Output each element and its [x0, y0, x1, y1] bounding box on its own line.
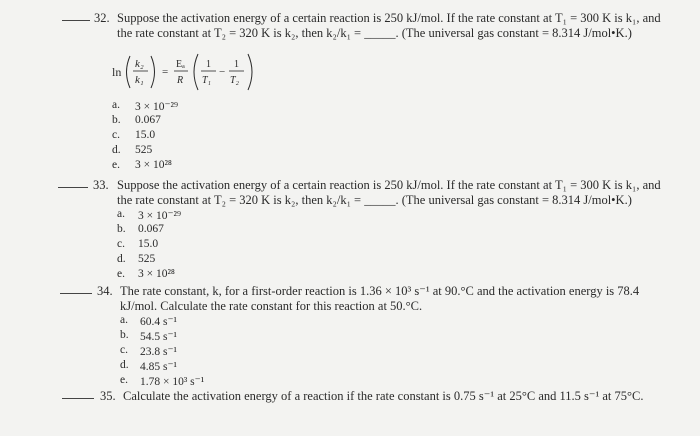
option-value: 3 × 10⁻²⁹	[138, 210, 182, 222]
question-text-q34-line2: kJ/mol. Calculate the rate constant for this reaction at 50.°C.	[120, 299, 423, 313]
answer-blank-q32[interactable]	[62, 20, 90, 21]
answer-blank-q35[interactable]	[62, 398, 94, 399]
question-number-q32: 32.	[94, 11, 110, 25]
option-letter: b.	[112, 114, 121, 126]
option-value: 0.067	[135, 114, 161, 126]
question-text-q35-line1: Calculate the activation energy of a reaction if the rate constant is 0.75 s⁻¹ at 25°C and 11.5 s⁻¹ at 75°C.	[123, 389, 644, 403]
question-text-q34-line1: The rate constant, k, for a first-order reaction is 1.36 × 10³ s⁻¹ at 90.°C and the activation energy is 78.4	[120, 284, 640, 298]
arrhenius-formula	[112, 48, 272, 96]
question-text-q32-line1: Suppose the activation energy of a certain reaction is 250 kJ/mol. If the rate constant at T₁ = 300 K is k₁, and	[117, 11, 661, 25]
formula-k2: k₂	[135, 58, 144, 70]
option-value: 525	[138, 253, 156, 265]
option-letter: b.	[120, 329, 129, 341]
formula-one-a: 1	[206, 59, 211, 70]
option-letter: a.	[112, 99, 120, 111]
option-letter: c.	[112, 129, 120, 141]
answer-blank-q34[interactable]	[60, 293, 92, 294]
option-letter: e.	[112, 159, 120, 171]
option-value: 4.85 s⁻¹	[140, 361, 177, 373]
question-text-q33-line2: the rate constant at T₂ = 320 K is k₂, then k₂/k₁ = _____. (The universal gas constant = 8.314 J/mol•K.)	[117, 193, 632, 207]
formula-k1: k₁	[135, 74, 144, 86]
option-value: 525	[135, 144, 153, 156]
option-letter: a.	[117, 208, 125, 220]
option-letter: e.	[120, 374, 128, 386]
question-text-q33-line1: Suppose the activation energy of a certain reaction is 250 kJ/mol. If the rate constant at T₁ = 300 K is k₁, and	[117, 178, 661, 192]
option-value: 3 × 10²⁸	[138, 268, 175, 280]
formula-r: R	[177, 75, 184, 86]
formula-one-b: 1	[234, 59, 239, 70]
formula-t2: T₂	[230, 75, 240, 86]
question-number-q35: 35.	[100, 389, 116, 403]
option-letter: b.	[117, 223, 126, 235]
option-value: 54.5 s⁻¹	[140, 331, 177, 343]
option-letter: e.	[117, 268, 125, 280]
arrhenius-formula-graphic	[112, 48, 272, 96]
option-letter: c.	[120, 344, 128, 356]
formula-t1: T₁	[202, 75, 212, 86]
option-value: 23.8 s⁻¹	[140, 346, 177, 358]
option-value: 1.78 × 10³ s⁻¹	[140, 376, 205, 388]
option-letter: d.	[112, 144, 121, 156]
option-value: 60.4 s⁻¹	[140, 316, 177, 328]
option-letter: a.	[120, 314, 128, 326]
formula-ln: ln	[112, 65, 122, 79]
option-value: 15.0	[135, 129, 156, 141]
question-number-q34: 34.	[97, 284, 113, 298]
question-number-q33: 33.	[93, 178, 109, 192]
option-letter: d.	[120, 359, 129, 371]
option-value: 3 × 10²⁸	[135, 159, 172, 171]
formula-equals: =	[162, 66, 169, 78]
option-letter: d.	[117, 253, 126, 265]
option-value: 0.067	[138, 223, 164, 235]
option-value: 3 × 10⁻²⁹	[135, 101, 179, 113]
option-letter: c.	[117, 238, 125, 250]
formula-ea: Eₐ	[176, 59, 185, 70]
formula-minus: −	[219, 66, 226, 78]
option-value: 15.0	[138, 238, 159, 250]
question-text-q32-line2: the rate constant at T₂ = 320 K is k₂, then k₂/k₁ = _____. (The universal gas constant = 8.314 J/mol•K.)	[117, 26, 632, 40]
answer-blank-q33[interactable]	[58, 187, 88, 188]
